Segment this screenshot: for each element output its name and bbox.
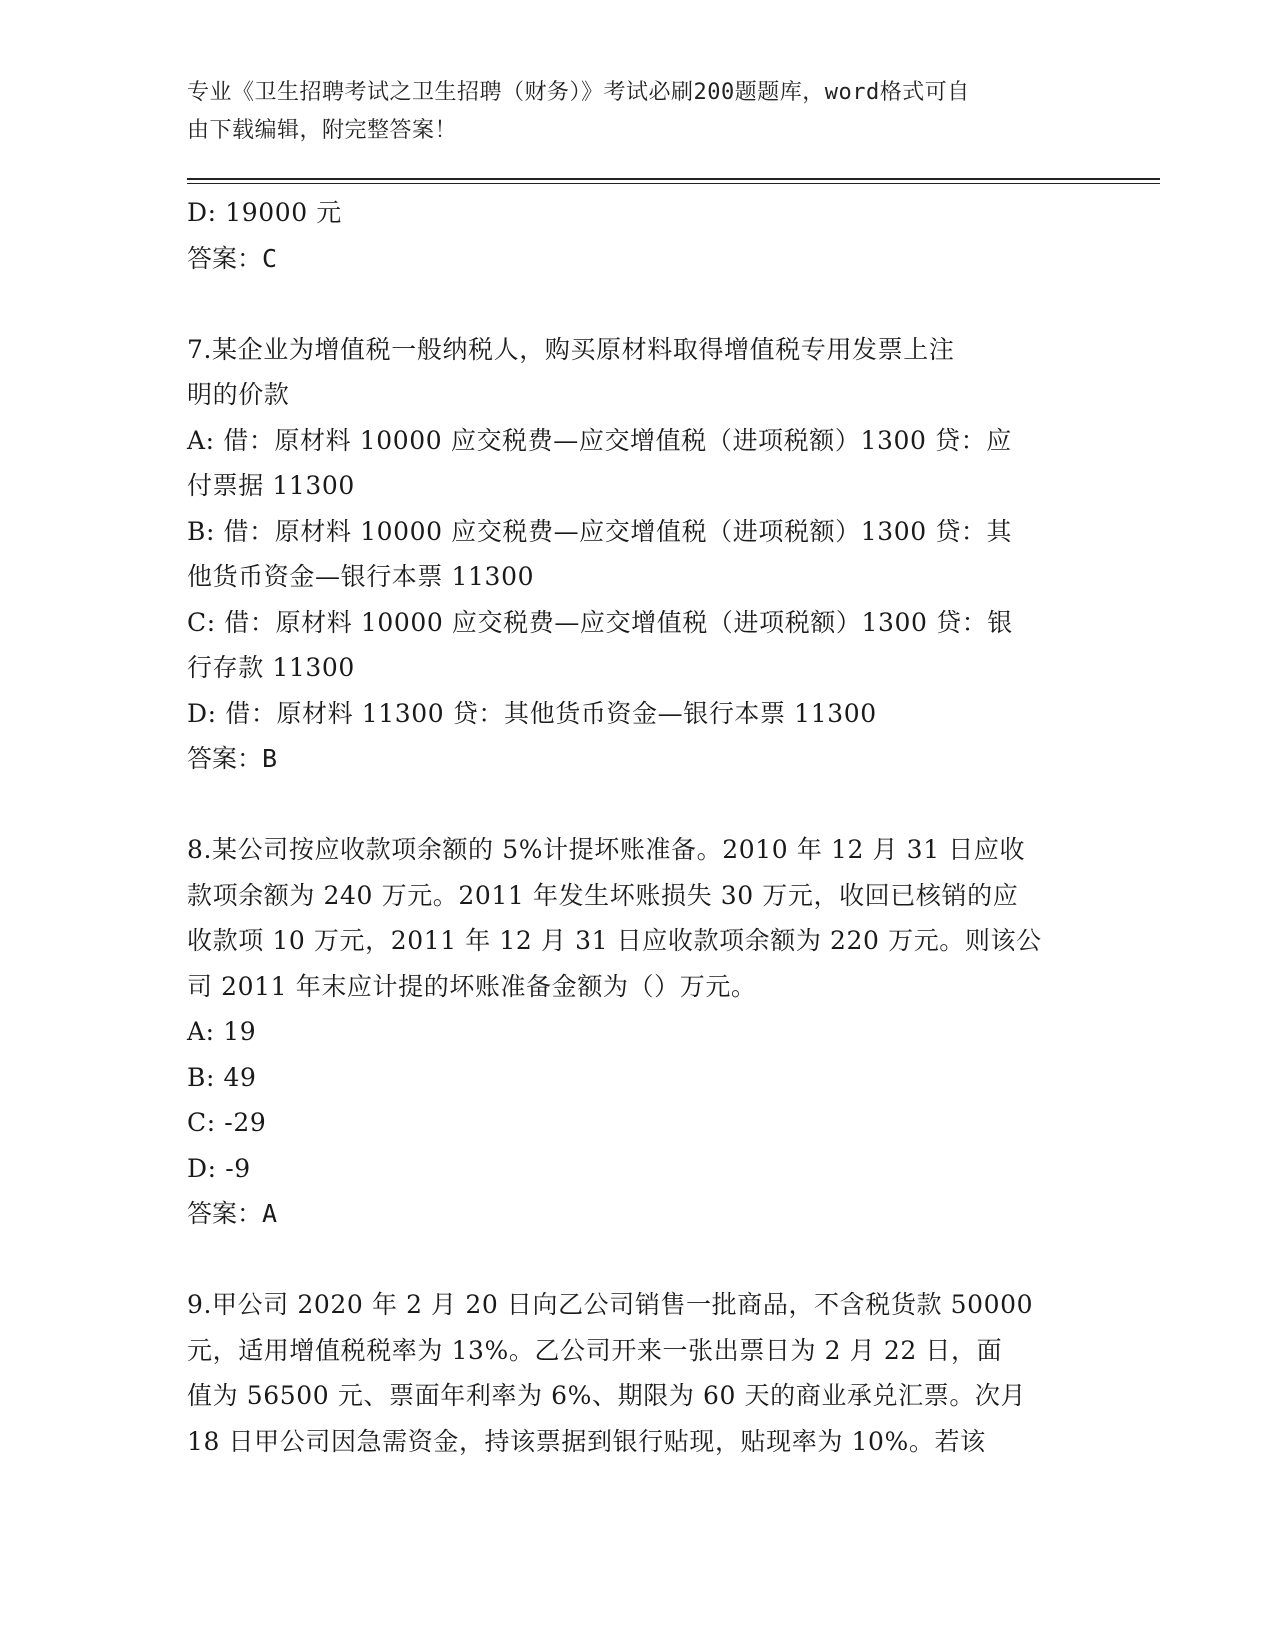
page-header: [187, 74, 1067, 150]
header-title-line-1: 专业《卫生招聘考试之卫生招聘（财务）》考试必刷200题题库，word格式可自: [187, 80, 970, 105]
question-9: [187, 1282, 1087, 1464]
q9-stem-line-4: 18 日甲公司因急需资金，持该票据到银行贴现，贴现率为 10%。若该: [187, 1426, 986, 1456]
q7-option-d: D: 借：原材料 11300 贷：其他货币资金—银行本票 11300: [187, 698, 877, 728]
q9-stem-line-2: 元，适用增值税税率为 13%。乙公司开来一张出票日为 2 月 22 日，面: [187, 1335, 1003, 1365]
question-7: [187, 327, 1087, 782]
q8-stem-line-3: 收款项 10 万元，2011 年 12 月 31 日应收款项余额为 220 万元。则该公: [187, 926, 1042, 955]
q7-stem-line-2: 明的价款: [187, 380, 290, 409]
header-divider-thin: [187, 183, 1160, 184]
q7-option-c-line-1: C: 借：原材料 10000 应交税费—应交增值税（进项税额）1300 贷：银: [187, 607, 1013, 637]
q8-answer: 答案：A: [187, 1199, 278, 1228]
q8-option-c: C: -29: [187, 1108, 267, 1137]
q7-option-c-line-2: 行存款 11300: [187, 653, 355, 682]
q8-stem-line-1: 8.某公司按应收款项余额的 5%计提坏账准备。2010 年 12 月 31 日应收: [187, 835, 1026, 864]
spacer: [187, 281, 1087, 327]
q7-option-a-line-1: A: 借：原材料 10000 应交税费—应交增值税（进项税额）1300 贷：应: [187, 425, 1012, 455]
question-8: [187, 827, 1087, 1237]
q7-answer: 答案：B: [187, 744, 278, 773]
spacer: [187, 782, 1087, 828]
q9-stem-line-3: 值为 56500 元、票面年利率为 6%、期限为 60 天的商业承兑汇票。次月: [187, 1381, 1027, 1410]
q8-option-d: D: -9: [187, 1153, 251, 1183]
prev-answer: 答案：C: [187, 243, 278, 273]
q7-option-a-line-2: 付票据 11300: [187, 471, 355, 500]
q9-stem-line-1: 9.甲公司 2020 年 2 月 20 日向乙公司销售一批商品，不含税货款 50000: [187, 1290, 1034, 1319]
header-divider-thick: [187, 178, 1160, 180]
q8-stem-line-4: 司 2011 年末应计提的坏账准备金额为（）万元。: [187, 971, 757, 1001]
spacer: [187, 1237, 1087, 1283]
q8-option-a: A: 19: [187, 1017, 257, 1046]
prev-option-d: D: 19000 元: [187, 198, 342, 227]
header-title-line-2: 由下载编辑，附完整答案！: [187, 118, 458, 143]
question-content: [187, 190, 1087, 1464]
q7-stem-line-1: 7.某企业为增值税一般纳税人，购买原材料取得增值税专用发票上注: [187, 334, 955, 364]
q8-stem-line-2: 款项余额为 240 万元。2011 年发生坏账损失 30 万元，收回已核销的应: [187, 880, 1019, 910]
q7-option-b-line-2: 他货币资金—银行本票 11300: [187, 562, 535, 591]
q7-option-b-line-1: B: 借：原材料 10000 应交税费—应交增值税（进项税额）1300 贷：其: [187, 516, 1013, 546]
q8-option-b: B: 49: [187, 1062, 257, 1092]
